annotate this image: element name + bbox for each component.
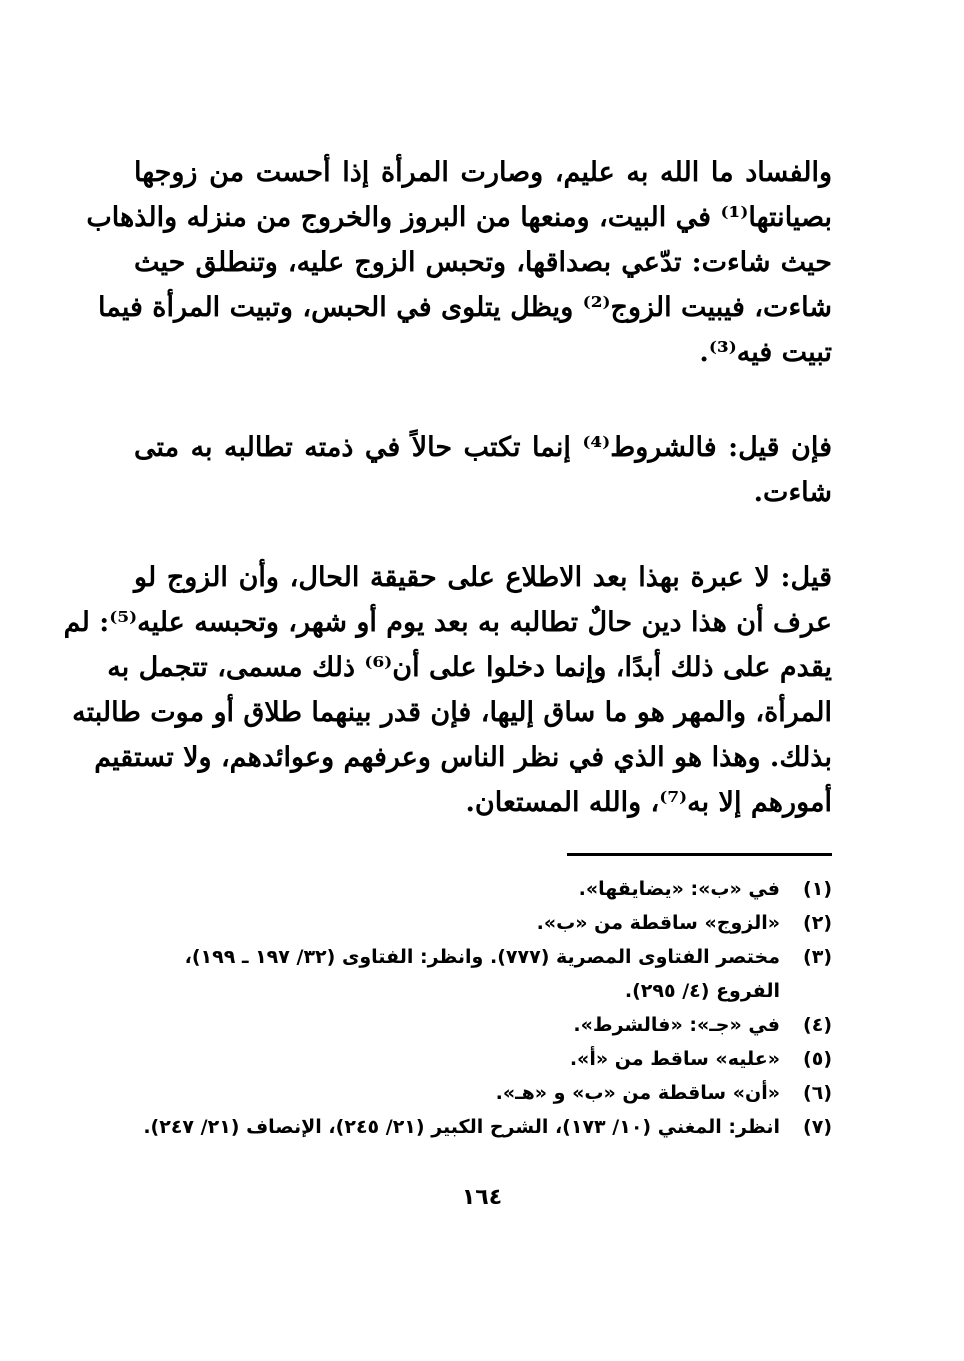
footnote-number: (١) bbox=[803, 878, 832, 900]
footnote-text: في «ب»: «يضايقها». bbox=[578, 878, 780, 900]
footnote-item bbox=[134, 906, 832, 940]
paragraph-line: فإن قيل: فالشروط⁽⁴⁾ إنما تكتب حالاً في ذمته تطالبه به متى bbox=[134, 432, 833, 463]
footnote-number: (٥) bbox=[803, 1048, 832, 1070]
footnote-text: مختصر الفتاوى المصرية (٧٧٧). وانظر: الفتاوى (٣٢/ ١٩٧ ـ ١٩٩)، الفروع (٤/ ٢٩٥). bbox=[184, 946, 780, 1002]
paragraph-1 bbox=[86, 150, 832, 375]
paragraph-3 bbox=[63, 555, 832, 825]
paragraph-line: المرأة، والمهر هو ما ساق إليها، فإن قدر بينهما طلاق أو موت طالبته bbox=[72, 697, 832, 728]
footnote-number: (٦) bbox=[803, 1082, 832, 1104]
footnote-item bbox=[134, 1008, 832, 1042]
paragraph-line: يقدم على ذلك أبدًا، وإنما دخلوا على أن⁽⁶⁾ ذلك مسمى، تتجمل به bbox=[107, 652, 832, 683]
footnote-number: (٤) bbox=[803, 1014, 832, 1036]
paragraph-2 bbox=[134, 425, 832, 515]
footnote-text: «عليه» ساقط من «أ». bbox=[569, 1048, 780, 1070]
paragraph-line: بذلك. وهذا هو الذي في نظر الناس وعرفهم وعوائدهم، ولا تستقيم bbox=[94, 742, 832, 773]
paragraph-line: عرف أن هذا دين حالٌ تطالبه به بعد يوم أو شهر، وتحبسه عليه⁽⁵⁾: لم bbox=[63, 607, 832, 638]
footnote-text: في «جـ»: «فالشرط». bbox=[573, 1014, 780, 1036]
footnotes-list bbox=[134, 872, 832, 1144]
footnote-item bbox=[134, 940, 832, 1008]
footnote-text: «أن» ساقطة من «ب» و «هـ». bbox=[495, 1082, 780, 1104]
paragraph-line: أمورهم إلا به⁽⁷⁾، والله المستعان. bbox=[465, 787, 832, 818]
paragraph-line: تبيت فيه⁽³⁾. bbox=[699, 337, 832, 368]
paragraph-line: والفساد ما الله به عليم، وصارت المرأة إذا أحست من زوجها bbox=[134, 157, 832, 188]
footnote-item bbox=[134, 872, 832, 906]
paragraph-line: قيل: لا عبرة بهذا بعد الاطلاع على حقيقة الحال، وأن الزوج لو bbox=[134, 562, 832, 593]
footnote-number: (٧) bbox=[803, 1116, 832, 1138]
paragraph-line: حيث شاءت: تدّعي بصداقها، وتحبس الزوج عليه، وتنطلق حيث bbox=[134, 247, 832, 278]
footnote-number: (٢) bbox=[803, 912, 832, 934]
footnote-item bbox=[134, 1076, 832, 1110]
paragraph-line: بصيانتها⁽¹⁾ في البيت، ومنعها من البروز والخروج من منزله والذهاب bbox=[86, 202, 832, 233]
footnote-text: انظر: المغني (١٠/ ١٧٣)، الشرح الكبير (٢١/ ٢٤٥)، الإنصاف (٢١/ ٢٤٧). bbox=[143, 1116, 780, 1138]
paragraph-line: شاءت. bbox=[753, 477, 832, 508]
footnote-text: «الزوج» ساقطة من «ب». bbox=[536, 912, 780, 934]
paragraph-line: شاءت، فيبيت الزوج⁽²⁾ ويظل يتلوى في الحبس، وتبيت المرأة فيما bbox=[98, 292, 832, 323]
footnote-divider bbox=[567, 853, 832, 856]
page-number: ١٦٤ bbox=[461, 1185, 503, 1210]
footnote-item bbox=[134, 1042, 832, 1076]
footnote-number: (٣) bbox=[803, 946, 832, 968]
footnote-item bbox=[134, 1110, 832, 1144]
